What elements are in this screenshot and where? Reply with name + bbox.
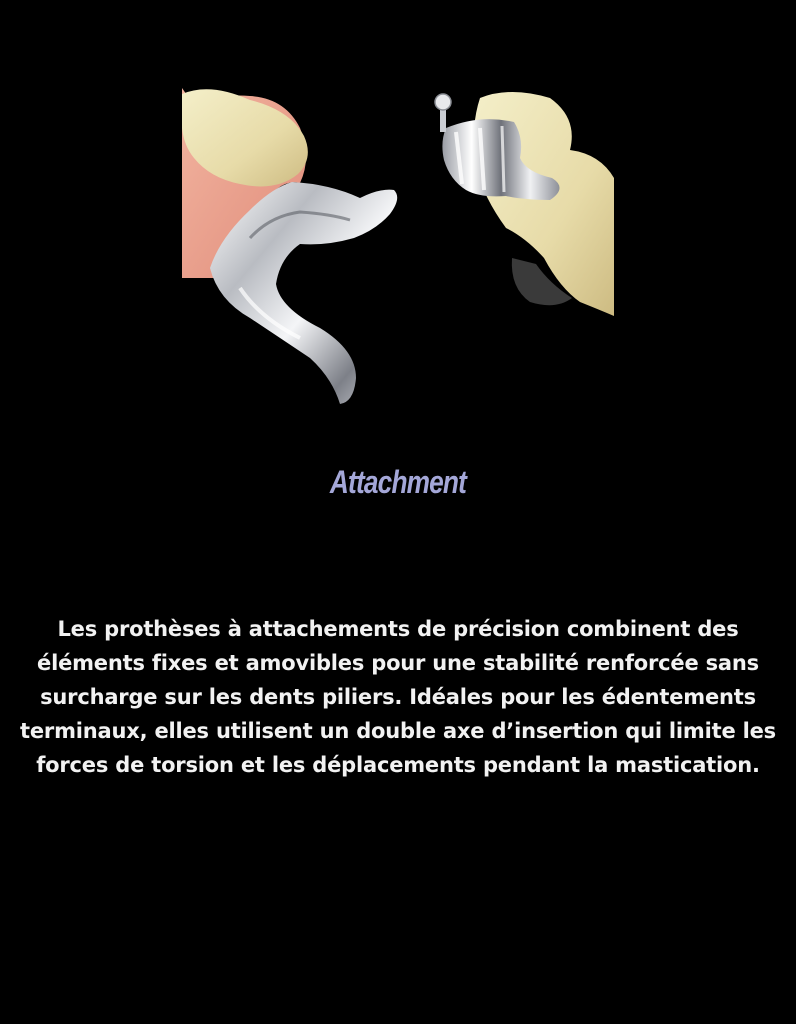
page-title: Attachment [329, 464, 467, 500]
description-text: Les prothèses à attachements de précision combinent des éléments fixes et amovibles pour une stabilité renforcée sans surcharge sur les dents piliers. Idéales pour les édentements terminaux, elles utilisent un double axe d’insertion qui limite les forces de torsion et les déplacements pendant la mastication. [20, 617, 776, 777]
attachment-prosthesis-image [180, 88, 616, 406]
